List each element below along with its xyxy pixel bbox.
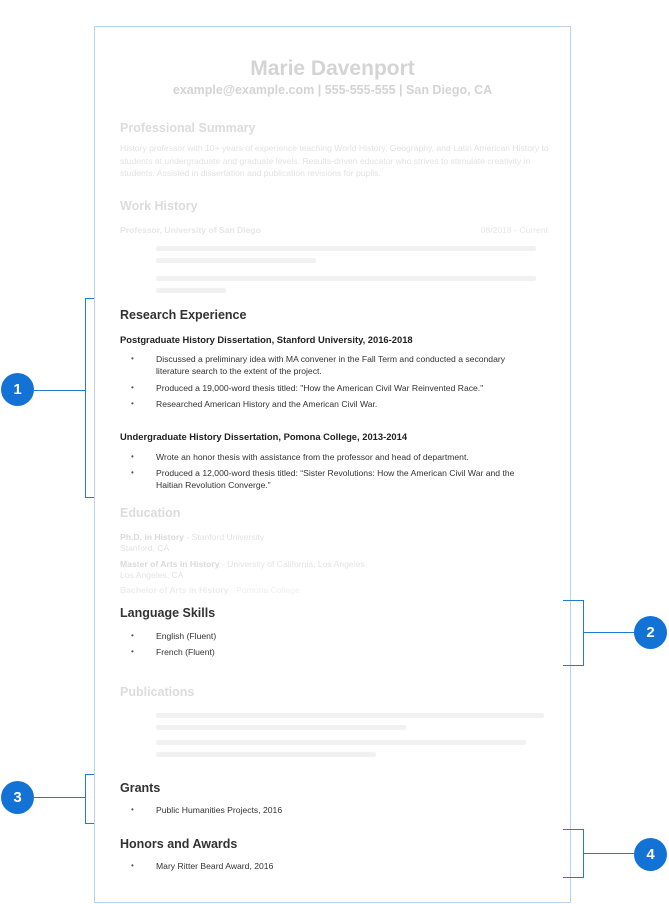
faded-text-line — [156, 752, 376, 757]
education-heading: Education — [120, 506, 181, 520]
summary-text: History professor with 10+ years of experience teaching World History, Geography, and Latin American History to students at undergraduate and graduate levels. Results-driven educator who strives to stimulate creativity in students. Assisted in dissertation and publication revisions for pupils. — [120, 143, 549, 178]
honor-item: Mary Ritter Beard Award, 2016 — [156, 861, 274, 871]
callout-line-4 — [584, 853, 634, 854]
bullet-icon: • — [131, 805, 134, 814]
bullet-icon: • — [131, 452, 134, 461]
faded-text-line — [156, 713, 544, 718]
resume-name: Marie Davenport — [250, 57, 415, 80]
work-job-title: Professor, University of San Diego — [120, 225, 261, 235]
contact-line: example@example.com | 555-555-555 | San Diego, CA — [172, 83, 493, 97]
education-item — [120, 585, 300, 595]
callout-badge-4: 4 — [634, 838, 667, 871]
school: - Pomona College — [228, 585, 300, 595]
degree: Bachelor of Arts in History — [120, 585, 229, 595]
degree: Master of Arts in History — [120, 559, 220, 569]
research-bullet: Produced a 12,000-word thesis titled: “Sister Revolutions: How the American Civil War and the Haitian Revolution Converge.” — [156, 468, 515, 491]
faded-text-line — [156, 288, 226, 293]
callout-bracket-2 — [563, 600, 584, 666]
language-item: English (Fluent) — [156, 631, 217, 641]
degree: Ph.D. in History — [120, 532, 184, 542]
bullet-icon: • — [131, 383, 134, 392]
bullet-icon: • — [131, 354, 134, 363]
research-bullet: Wrote an honor thesis with assistance from the professor and head of department. — [156, 452, 469, 462]
bullet-icon: • — [131, 468, 134, 477]
callout-bracket-4 — [563, 829, 584, 878]
faded-text-line — [156, 276, 536, 281]
summary-heading: Professional Summary — [120, 121, 256, 135]
school: - Stanford University — [183, 532, 265, 542]
education-item — [120, 559, 365, 569]
work-dates: 08/2018 - Current — [480, 225, 548, 235]
bullet-icon: • — [131, 861, 134, 870]
research-entry-heading: Postgraduate History Dissertation, Stanford University, 2016-2018 — [120, 334, 413, 345]
callout-badge-1: 1 — [1, 373, 34, 406]
research-heading: Research Experience — [120, 308, 247, 322]
bullet-icon: • — [131, 631, 134, 640]
school: - University of California, Los Angeles — [219, 559, 365, 569]
faded-text-line — [156, 258, 316, 263]
research-entry-heading: Undergraduate History Dissertation, Pomona College, 2013-2014 — [120, 431, 408, 442]
grant-item: Public Humanities Projects, 2016 — [156, 805, 283, 815]
language-skills-heading: Language Skills — [120, 606, 216, 620]
callout-badge-3: 3 — [1, 781, 34, 814]
education-location: Los Angeles, CA — [120, 570, 184, 580]
faded-text-line — [156, 246, 536, 251]
callout-bracket-3 — [85, 774, 94, 824]
publications-heading: Publications — [120, 685, 195, 699]
education-item — [120, 532, 264, 542]
resume-page — [94, 26, 571, 903]
bullet-icon: • — [131, 647, 134, 656]
research-bullet: Produced a 19,000-word thesis titled: "How the American Civil War Reinvented Race." — [156, 383, 484, 393]
faded-text-line — [156, 740, 526, 745]
honors-heading: Honors and Awards — [120, 837, 238, 851]
education-location: Stanford, CA — [120, 543, 170, 553]
grants-heading: Grants — [120, 781, 161, 795]
callout-line-1 — [34, 390, 85, 391]
language-item: French (Fluent) — [156, 647, 215, 657]
callout-badge-2: 2 — [634, 616, 667, 649]
callout-line-2 — [584, 632, 634, 633]
bullet-icon: • — [131, 399, 134, 408]
callout-bracket-1 — [85, 298, 94, 498]
callout-line-3 — [34, 797, 85, 798]
faded-text-line — [156, 725, 406, 730]
research-bullet: Discussed a preliminary idea with MA convener in the Fall Term and conducted a secondary literature search to the extent of the project. — [156, 354, 506, 377]
research-bullet: Researched American History and the American Civil War. — [156, 399, 378, 409]
work-history-heading: Work History — [120, 199, 198, 213]
